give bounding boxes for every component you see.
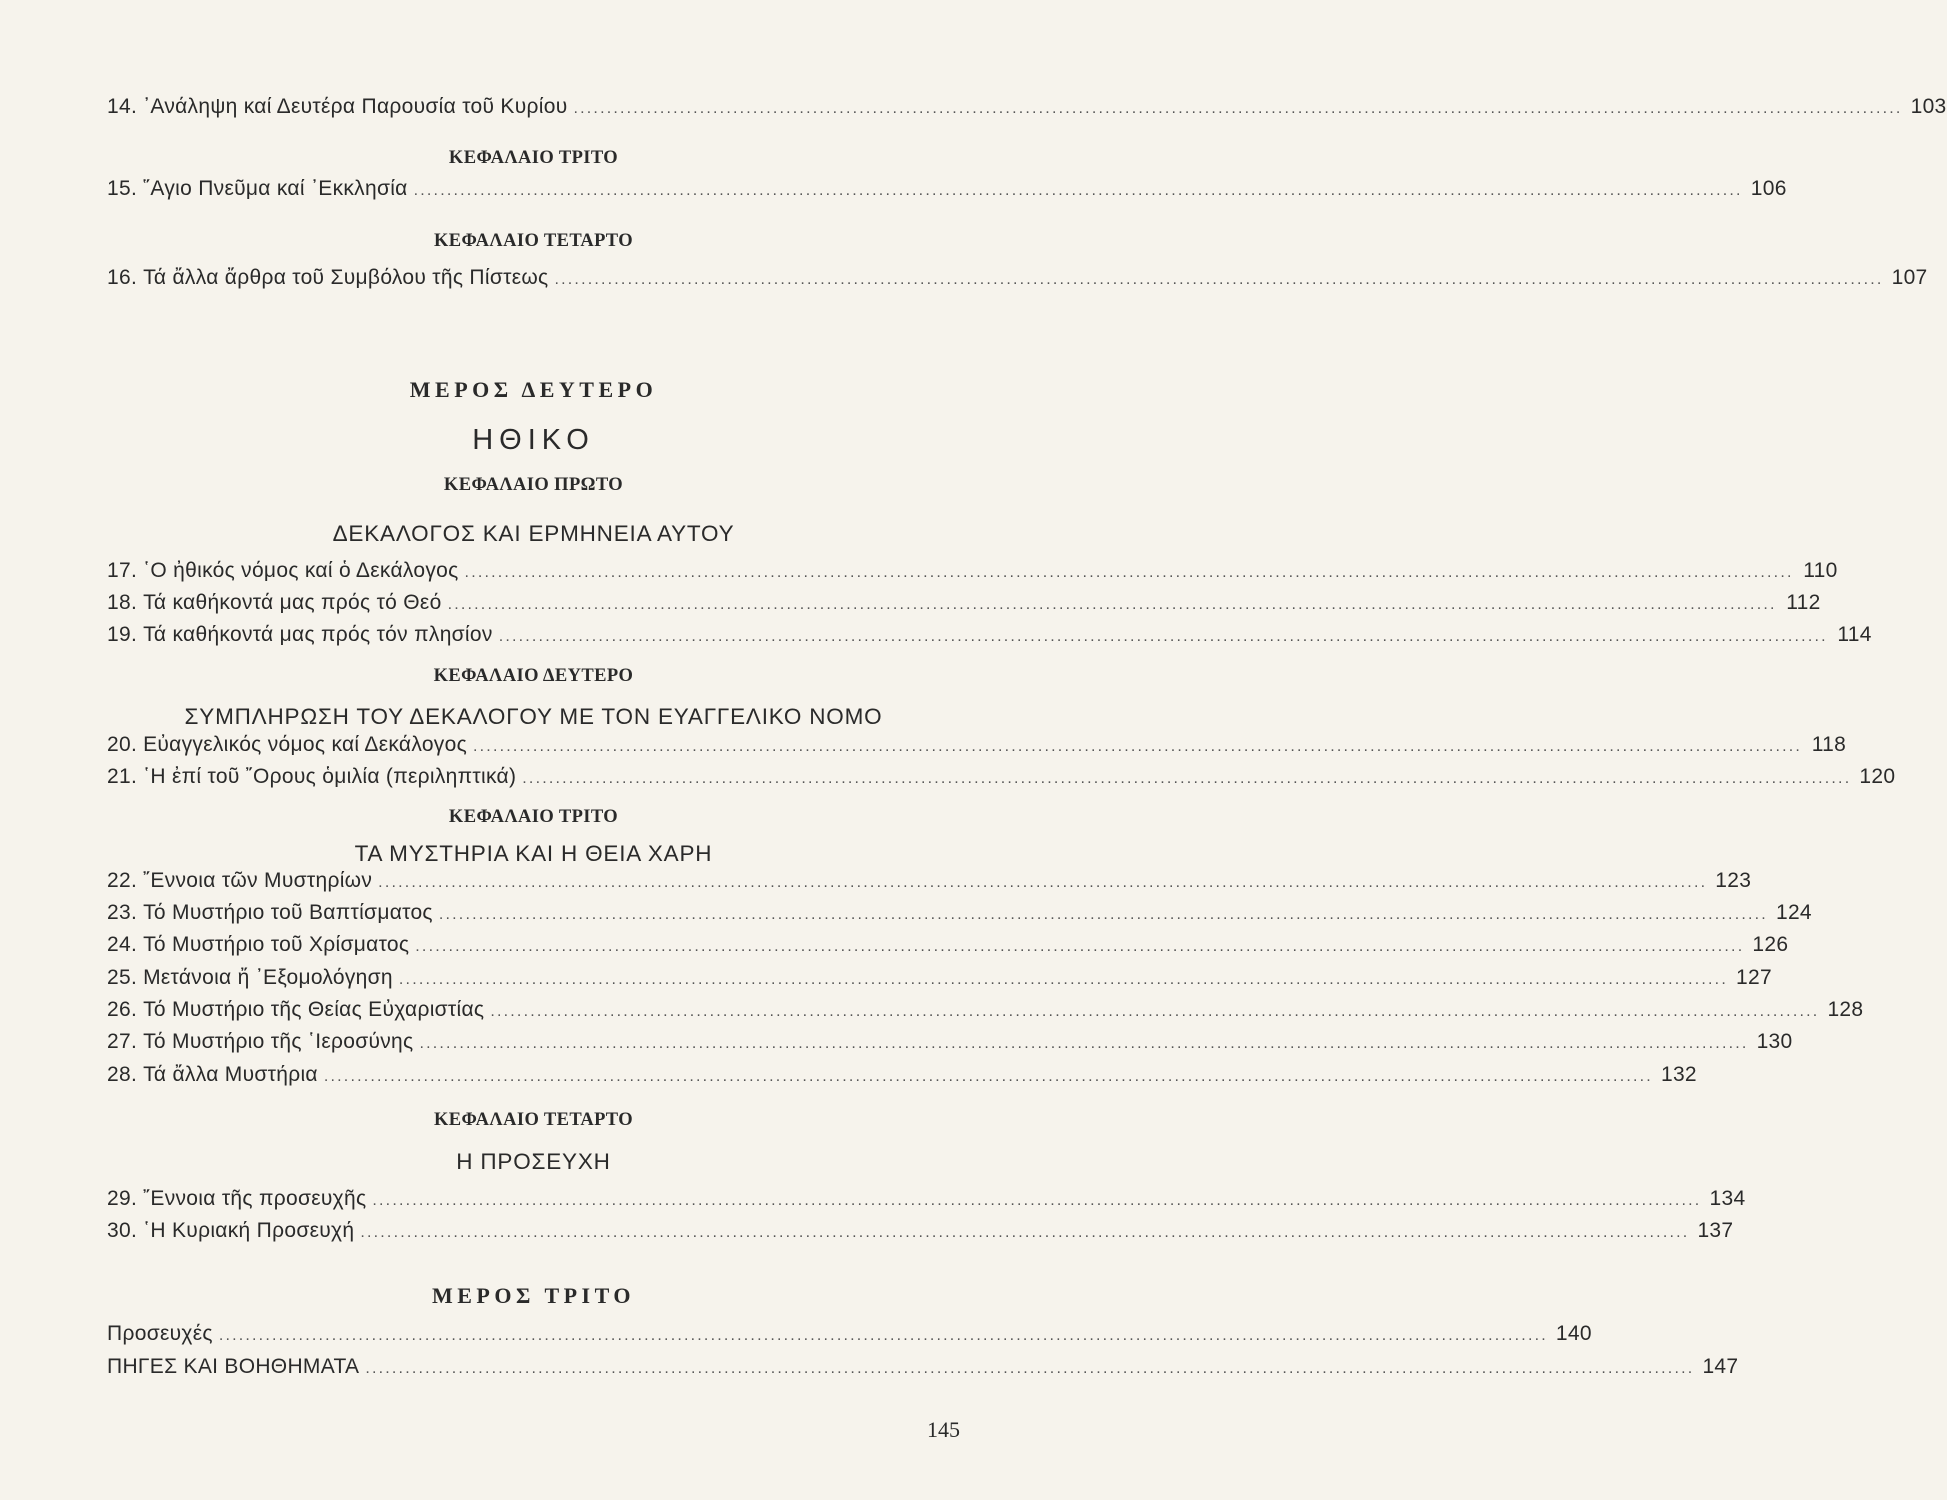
leader-dots: ........................................................................................................................................................................................................ — [473, 738, 1803, 755]
part-heading: ΜΕΡΟΣ ΔΕΥΤΕΡΟ — [409, 377, 658, 402]
entry-page: 120 — [1859, 765, 1896, 788]
chapter-heading: ΚΕΦΑΛΑΙΟ ΤΡΙΤΟ — [448, 148, 619, 168]
entry-page: 140 — [1555, 1322, 1592, 1345]
section-title: Η ΠΡΟΣΕΥΧΗ — [456, 1149, 611, 1174]
toc-entry — [107, 966, 1772, 990]
leader-dots: ........................................................................................................................................................................................................ — [554, 271, 1884, 288]
leader-dots: ........................................................................................................................................................................................................ — [372, 1192, 1702, 1209]
toc-entry — [107, 998, 1864, 1022]
leader-dots: ........................................................................................................................................................................................................ — [323, 1068, 1653, 1085]
entry-number: 26. — [107, 998, 138, 1021]
entry-title: Εὐαγγελικός νόμος καί Δεκάλογος — [143, 733, 468, 756]
leader-dots: ........................................................................................................................................................................................................ — [522, 770, 1852, 787]
leader-dots: ........................................................................................................................................................................................................ — [413, 182, 1743, 199]
leader-dots: ........................................................................................................................................................................................................ — [438, 906, 1768, 923]
toc-entry — [107, 901, 1812, 925]
entry-title: Τά καθήκοντά μας πρός τόν πλησίον — [143, 623, 493, 646]
entry-number: 16. — [107, 266, 138, 289]
chapter-heading: ΚΕΦΑΛΑΙΟ ΤΕΤΑΡΤΟ — [434, 1110, 633, 1130]
leader-dots: ........................................................................................................................................................................................................ — [365, 1360, 1695, 1377]
entry-page: 114 — [1837, 623, 1872, 646]
section-title: ΤΑ ΜΥΣΤΗΡΙΑ ΚΑΙ Η ΘΕΙΑ ΧΑΡΗ — [354, 841, 713, 866]
toc-entry — [107, 1063, 1697, 1087]
entry-page: 110 — [1803, 559, 1838, 582]
toc-entry — [107, 177, 1787, 201]
entry-number: 24. — [107, 933, 138, 956]
leader-dots: ........................................................................................................................................................................................................ — [360, 1224, 1690, 1241]
entry-title: ῾Ο ἠθικός νόμος καί ὁ Δεκάλογος — [143, 559, 459, 582]
entry-page: 137 — [1697, 1219, 1734, 1242]
leader-dots: ........................................................................................................................................................................................................ — [378, 874, 1708, 891]
entry-page: 126 — [1752, 933, 1789, 956]
section-title: ΔΕΚΑΛΟΓΟΣ ΚΑΙ ΕΡΜΗΝΕΙΑ ΑΥΤΟΥ — [332, 521, 735, 546]
entry-title: Τά ἄλλα Μυστήρια — [143, 1063, 318, 1086]
entry-page: 118 — [1811, 733, 1847, 756]
entry-page: 128 — [1827, 998, 1864, 1021]
entry-title: Τό Μυστήριο τοῦ Χρίσματος — [143, 933, 410, 956]
entry-page: 106 — [1750, 177, 1787, 200]
leader-dots: ........................................................................................................................................................................................................ — [415, 938, 1745, 955]
toc-entry — [107, 1030, 1793, 1054]
entry-page: 134 — [1709, 1187, 1746, 1210]
toc-entry — [107, 1187, 1746, 1211]
entry-number: 19. — [107, 623, 138, 646]
entry-number: 23. — [107, 901, 138, 924]
entry-number: 18. — [107, 591, 138, 614]
part-heading: ΜΕΡΟΣ ΤΡΙΤΟ — [431, 1283, 636, 1308]
chapter-heading: ΚΕΦΑΛΑΙΟ ΤΕΤΑΡΤΟ — [434, 231, 633, 251]
entry-page: 103 — [1910, 95, 1947, 118]
entry-number: 27. — [107, 1030, 138, 1053]
entry-page: 112 — [1786, 591, 1821, 614]
section-title: ΣΥΜΠΛΗΡΩΣΗ ΤΟΥ ΔΕΚΑΛΟΓΟΥ ΜΕ ΤΟΝ ΕΥΑΓΓΕΛΙΚΟ ΝΟΜΟ — [184, 704, 883, 729]
entry-title: Τά καθήκοντά μας πρός τό Θεό — [143, 591, 442, 614]
leader-dots: ........................................................................................................................................................................................................ — [218, 1327, 1548, 1344]
toc-entry — [107, 765, 1896, 789]
leader-dots: ........................................................................................................................................................................................................ — [573, 100, 1903, 117]
entry-number: 25. — [107, 966, 138, 989]
entry-page: 130 — [1756, 1030, 1793, 1053]
entry-title: Τό Μυστήριο τοῦ Βαπτίσματος — [143, 901, 433, 924]
toc-entry — [107, 591, 1821, 615]
part-title: ΗΘΙΚΟ — [472, 424, 595, 456]
leader-dots: ........................................................................................................................................................................................................ — [447, 596, 1777, 613]
entry-number: 30. — [107, 1219, 138, 1242]
toc-entry — [107, 559, 1838, 583]
toc-entry — [107, 1355, 1739, 1379]
chapter-heading: ΚΕΦΑΛΑΙΟ ΔΕΥΤΕΡΟ — [433, 666, 634, 686]
entry-number: 17. — [107, 559, 138, 582]
leader-dots: ........................................................................................................................................................................................................ — [490, 1003, 1820, 1020]
toc-entry — [107, 623, 1872, 647]
entry-title: ᾿Ανάληψη καί Δευτέρα Παρουσία τοῦ Κυρίου — [143, 95, 568, 118]
entry-title: Τό Μυστήριο τῆς ῾Ιεροσύνης — [143, 1030, 414, 1053]
entry-title: Τό Μυστήριο τῆς Θείας Εὐχαριστίας — [143, 998, 485, 1021]
entry-page: 132 — [1660, 1063, 1697, 1086]
entry-page: 127 — [1736, 966, 1772, 989]
entry-title: ῎Εννοια τῆς προσευχῆς — [143, 1187, 367, 1210]
entry-page: 123 — [1715, 869, 1752, 892]
entry-page: 124 — [1775, 901, 1812, 924]
entry-page: 147 — [1702, 1355, 1739, 1378]
entry-title: Μετάνοια ἤ ᾿Εξομολόγηση — [143, 966, 393, 989]
toc-entry — [107, 733, 1847, 757]
page-number: 145 — [927, 1417, 960, 1442]
chapter-heading: ΚΕΦΑΛΑΙΟ ΠΡΩΤΟ — [443, 475, 624, 495]
leader-dots: ........................................................................................................................................................................................................ — [498, 628, 1828, 645]
entry-number: 20. — [107, 733, 138, 756]
toc-entry — [107, 1322, 1592, 1346]
entry-number: 22. — [107, 869, 138, 892]
chapter-heading: ΚΕΦΑΛΑΙΟ ΤΡΙΤΟ — [448, 807, 619, 827]
toc-entry — [107, 869, 1752, 893]
entry-title: ῞Αγιο Πνεῦμα καί ᾿Εκκλησία — [143, 177, 408, 200]
entry-title: ῾Η ἐπί τοῦ ῎Ορους ὁμιλία (περιληπτικά) — [143, 765, 517, 788]
entry-title: ῾Η Κυριακή Προσευχή — [143, 1219, 355, 1242]
leader-dots: ........................................................................................................................................................................................................ — [398, 971, 1728, 988]
entry-number: 14. — [107, 95, 138, 118]
entry-number: 28. — [107, 1063, 138, 1086]
entry-page: 107 — [1891, 266, 1928, 289]
entry-title: ῎Εννοια τῶν Μυστηρίων — [143, 869, 373, 892]
entry-title: Προσευχές — [107, 1322, 213, 1345]
toc-entry — [107, 95, 1947, 119]
toc-entry — [107, 933, 1789, 957]
entry-number: 15. — [107, 177, 138, 200]
entry-number: 29. — [107, 1187, 138, 1210]
entry-number: 21. — [107, 765, 138, 788]
leader-dots: ........................................................................................................................................................................................................ — [464, 564, 1794, 581]
toc-entry — [107, 266, 1928, 290]
leader-dots: ........................................................................................................................................................................................................ — [419, 1035, 1749, 1052]
entry-title: Τά ἄλλα ἄρθρα τοῦ Συμβόλου τῆς Πίστεως — [143, 266, 549, 289]
entry-title: ΠΗΓΕΣ ΚΑΙ ΒΟΗΘΗΜΑΤΑ — [107, 1355, 360, 1378]
toc-entry — [107, 1219, 1734, 1243]
